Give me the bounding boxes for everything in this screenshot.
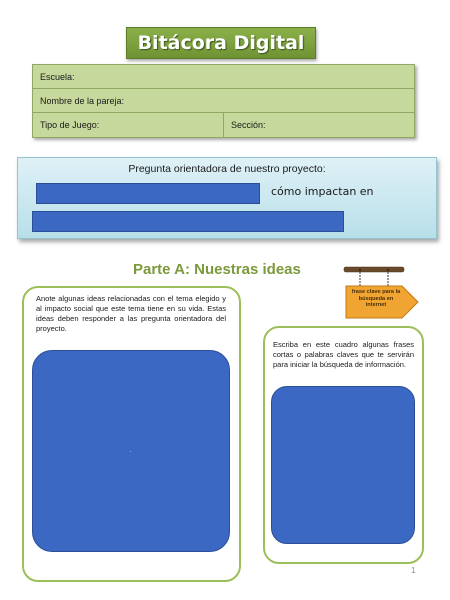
info-row-school <box>33 65 414 89</box>
title-banner <box>126 27 316 59</box>
page-number: 1 <box>411 566 416 575</box>
school-label: Escuela: <box>40 72 75 82</box>
game-type-field[interactable] <box>33 113 224 137</box>
keywords-panel <box>263 326 424 564</box>
section-title: Parte A: Nuestras ideas <box>133 261 301 278</box>
school-field[interactable] <box>33 65 414 89</box>
keywords-instructions: Escriba en este cuadro algunas frases cortas o palabras claves que te servirán para iniciar la búsqueda de información. <box>273 340 414 369</box>
ideas-instructions: Anote algunas ideas relacionadas con el tema elegido y al impacto social que este tema tiene en su vida. Estas ideas deben responder a las pregunta orientadora del proyecto. <box>36 294 226 333</box>
ideas-dot: · <box>129 447 132 456</box>
info-row-game <box>33 113 414 137</box>
signpost-text: frase clave para la búsqueda en internet <box>351 289 401 308</box>
info-row-pair <box>33 89 414 113</box>
info-form <box>32 64 415 138</box>
ideas-panel <box>22 286 241 582</box>
question-blank-2[interactable] <box>32 211 344 232</box>
question-blank-1[interactable] <box>36 183 260 204</box>
pair-label: Nombre de la pareja: <box>40 96 125 106</box>
keywords-input-area[interactable] <box>271 386 415 544</box>
question-label: Pregunta orientadora de nuestro proyecto: <box>128 163 326 175</box>
page-title: Bitácora Digital <box>137 32 305 54</box>
ideas-input-area[interactable] <box>32 350 230 552</box>
section-label: Sección: <box>231 120 266 130</box>
signpost-icon <box>340 264 420 326</box>
pair-name-field[interactable] <box>33 89 414 113</box>
guiding-question-box <box>17 157 437 239</box>
question-fragment: cómo impactan en <box>271 185 374 198</box>
section-field[interactable] <box>224 113 414 137</box>
game-type-label: Tipo de Juego: <box>40 120 100 130</box>
